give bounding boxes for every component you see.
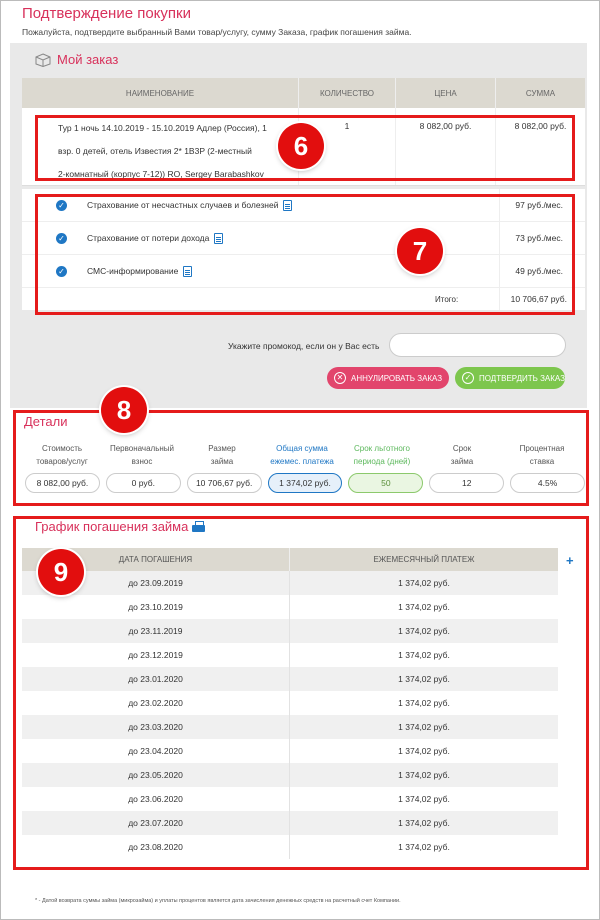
payment-amount: 1 374,02 руб. (398, 794, 450, 804)
box-icon (35, 53, 51, 67)
payment-date: до 23.03.2020 (22, 715, 290, 739)
detail-label-downpayment: Первоначальный взнос (109, 444, 175, 466)
total-label: Итого: (435, 294, 459, 304)
detail-label-grace-period: Срок льготного периода (дней) (353, 444, 411, 466)
column-header-date: ДАТА ПОГАШЕНИЯ (22, 548, 290, 571)
payment-date: до 23.01.2020 (22, 667, 290, 691)
cancel-order-label: АННУЛИРОВАТЬ ЗАКАЗ (351, 373, 443, 383)
footnote: * - Датой возврата суммы займа (микрозайма) и уплаты процентов является дата зачисления денежных средств на расчетный счет Компании. (35, 898, 401, 904)
column-header-payment: ЕЖЕМЕСЯЧНЫЙ ПЛАТЕЖ (373, 555, 475, 564)
column-header-name: НАИМЕНОВАНИЕ (22, 78, 299, 108)
annotation-box-9 (13, 516, 589, 870)
details-title: Детали (24, 414, 68, 429)
confirm-order-label: ПОДТВЕРДИТЬ ЗАКАЗ (479, 373, 566, 383)
product-quantity: 1 (299, 108, 396, 185)
add-row-button[interactable]: + (566, 553, 574, 568)
product-name-line: взр. 0 детей, отель Известия 2* 1B3P (2-местный (58, 146, 252, 156)
payment-date: до 23.10.2019 (22, 595, 290, 619)
detail-value-downpayment: 0 руб. (106, 473, 181, 493)
checkmark-icon[interactable]: ✓ (56, 233, 67, 244)
payment-amount: 1 374,02 руб. (398, 818, 450, 828)
detail-value-cost: 8 082,00 руб. (25, 473, 100, 493)
page-title: Подтверждение покупки (22, 5, 191, 22)
column-header-quantity: КОЛИЧЕСТВО (299, 78, 396, 108)
payment-date: до 23.08.2020 (22, 835, 290, 859)
payment-amount: 1 374,02 руб. (398, 578, 450, 588)
detail-label-term: Срок займа (450, 444, 474, 466)
checkmark-icon[interactable]: ✓ (56, 200, 67, 211)
annotation-marker-9: 9 (38, 549, 84, 595)
annotation-marker-8: 8 (101, 387, 147, 433)
detail-value-grace-period: 50 (348, 473, 423, 493)
detail-label-monthly-total: Общая сумма ежемес. платежа (270, 444, 334, 466)
product-name-line: Тур 1 ночь 14.10.2019 - 15.10.2019 Адлер (Россия), 1 (58, 123, 267, 133)
payment-amount: 1 374,02 руб. (398, 602, 450, 612)
checkmark-icon[interactable]: ✓ (56, 266, 67, 277)
payment-date: до 23.07.2020 (22, 811, 290, 835)
payment-date: до 23.12.2019 (22, 643, 290, 667)
detail-label-cost: Стоимость товаров/услуг (36, 444, 88, 466)
detail-value-monthly-total: 1 374,02 руб. (268, 473, 343, 493)
payment-amount: 1 374,02 руб. (398, 746, 450, 756)
order-title: Мой заказ (57, 52, 119, 67)
column-header-sum: СУММА (525, 88, 556, 98)
payment-amount: 1 374,02 руб. (398, 698, 450, 708)
order-table-header (22, 78, 585, 108)
payment-date: до 23.04.2020 (22, 739, 290, 763)
detail-value-rate: 4.5% (510, 473, 585, 493)
page-subtitle: Пожалуйста, подтвердите выбранный Вами товар/услугу, сумму Заказа, график погашения займа. (22, 27, 412, 37)
schedule-title: График погашения займа (35, 519, 189, 534)
payment-date: до 23.09.2019 (22, 571, 290, 595)
payment-amount: 1 374,02 руб. (398, 650, 450, 660)
promo-code-input[interactable] (389, 333, 566, 357)
order-heading (35, 52, 118, 67)
payment-amount: 1 374,02 руб. (398, 770, 450, 780)
detail-value-loan-size: 10 706,67 руб. (187, 473, 262, 493)
annotation-marker-6: 6 (278, 123, 324, 169)
payment-date: до 23.02.2020 (22, 691, 290, 715)
detail-value-term: 12 (429, 473, 504, 493)
payment-amount: 1 374,02 руб. (398, 722, 450, 732)
total-value: 10 706,67 руб. (510, 294, 567, 304)
service-label-text: Страхование от несчастных случаев и болезней (87, 200, 279, 210)
annotation-box-7 (35, 194, 575, 315)
close-icon: ✕ (334, 372, 346, 384)
product-sum: 8 082,00 руб. (514, 121, 567, 131)
payment-amount: 1 374,02 руб. (398, 626, 450, 636)
service-price: 49 руб./мес. (515, 266, 563, 276)
service-label-text: Страхование от потери дохода (87, 233, 210, 243)
payment-amount: 1 374,02 руб. (398, 674, 450, 684)
payment-date: до 23.05.2020 (22, 763, 290, 787)
product-price: 8 082,00 руб. (396, 108, 496, 185)
promo-label: Укажите промокод, если он у Вас есть (228, 341, 380, 351)
cancel-order-button[interactable] (327, 367, 449, 389)
detail-label-rate: Процентная ставка (519, 444, 565, 466)
annotation-marker-7: 7 (397, 228, 443, 274)
check-icon: ✓ (462, 372, 474, 384)
column-header-price: ЦЕНА (396, 78, 496, 108)
payment-amount: 1 374,02 руб. (398, 842, 450, 852)
payment-date: до 23.11.2019 (22, 619, 290, 643)
annotation-box-8 (13, 410, 589, 506)
detail-label-loan-size: Размер займа (208, 444, 236, 466)
product-name-line: 2-комнатный (корпус 7-12)) RO, Sergey Barabashkov (58, 169, 264, 179)
payment-date: до 23.06.2020 (22, 787, 290, 811)
confirm-order-button[interactable] (455, 367, 565, 389)
service-price: 97 руб./мес. (515, 200, 563, 210)
service-label-text: СМС-информирование (87, 266, 179, 276)
service-price: 73 руб./мес. (515, 233, 563, 243)
